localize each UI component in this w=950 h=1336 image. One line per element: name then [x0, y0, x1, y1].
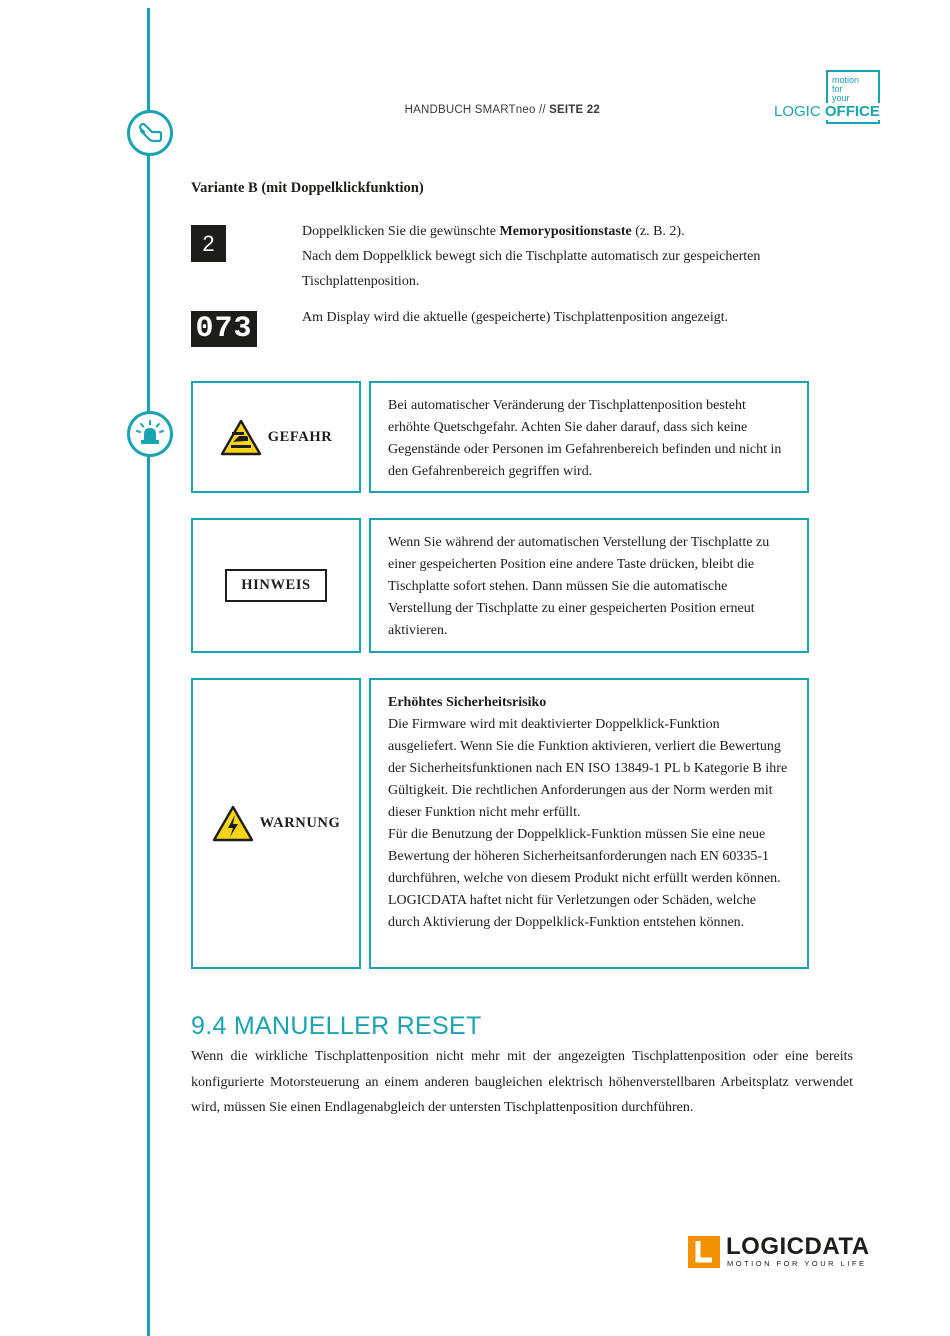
- logicdata-wordmark: LOGICDATA: [726, 1233, 870, 1260]
- section-heading: 9.4 MANUELLER RESET: [191, 1012, 482, 1040]
- electrical-hazard-warning-icon: [212, 805, 254, 842]
- warning-signal-word: WARNUNG: [259, 815, 341, 831]
- logo-tagline-line: motion: [832, 75, 860, 85]
- logicdata-logo: [688, 1233, 882, 1270]
- note-signal-word: HINWEIS: [225, 569, 326, 602]
- step-text-part: Doppelklicken Sie die gewünschte: [302, 224, 500, 239]
- variant-title: Variante B (mit Doppelklickfunktion): [191, 180, 424, 196]
- document-title: HANDBUCH SMARTneo //: [404, 104, 546, 116]
- warning-heading: Erhöhtes Sicherheitsrisiko: [388, 695, 547, 710]
- hand-press-icon: [127, 110, 173, 156]
- logic-office-logo: [774, 70, 882, 126]
- warning-label-cell: [191, 678, 361, 969]
- logo-word-logic: LOGIC: [774, 103, 821, 120]
- page-header: [360, 104, 600, 116]
- warning-text-cell: [369, 678, 809, 969]
- crush-hazard-warning-icon: [220, 419, 262, 456]
- logicdata-tagline: MOTION FOR YOUR LIFE: [727, 1259, 867, 1268]
- danger-label-cell: [191, 381, 361, 493]
- logo-tagline-line: for: [832, 84, 843, 94]
- step-text-bold: Memorypositionstaste: [499, 224, 632, 239]
- logo-word-office: OFFICE: [824, 103, 880, 120]
- timeline-line: [147, 8, 150, 1336]
- step-text-line: Nach dem Doppelklick bewegt sich die Tischplatte automatisch zur gespeicherten Tischplattenposition.: [302, 249, 761, 289]
- logo-tagline-line: your: [832, 93, 850, 103]
- display-readout: 073: [191, 311, 257, 347]
- note-label-cell: [191, 518, 361, 653]
- alarm-beacon-icon: [127, 411, 173, 457]
- danger-signal-word: GEFAHR: [267, 428, 333, 445]
- note-text-cell: [369, 518, 809, 653]
- step-doubleclick: [302, 219, 842, 294]
- danger-text-cell: [369, 381, 809, 493]
- page-number: SEITE 22: [549, 104, 600, 116]
- logicdata-mark-icon: [688, 1236, 720, 1268]
- step-text-part: (z. B. 2).: [631, 224, 685, 239]
- note-text: Wenn Sie während der automatischen Verstellung der Tischplatte zu einer gespeicherten Position eine andere Taste drücken, bleibt die Tischplatte sofort stehen. Dann müssen Sie die automatische Verstellung der Tischplatte zu einer gespeicherten Position erneut aktivieren.: [388, 535, 770, 638]
- logo-wordmark: [774, 103, 882, 120]
- warning-paragraph: Die Firmware wird mit deaktivierter Doppelklick-Funktion ausgeliefert. Wenn Sie die Funktion aktivieren, verliert die Bewertung der Sicherheitsfunktionen nach EN ISO 13849-1 PL b Kategorie B ihre Gültigkeit. Die rechtlichen Anforderungen aus der Norm werden mit dieser Funktion nicht mehr erfüllt.: [388, 717, 788, 820]
- section-body-text: Wenn die wirkliche Tischplattenposition nicht mehr mit der angezeigten Tischplattenposition oder eine bereits konfigurierte Motorsteuerung an einem anderen baugleichen elektrisch höhenverstellbaren Arbeitsplatz verwendet wird, müssen Sie einen Endlagenabgleich der untersten Tischplattenposition durchführen.: [191, 1049, 853, 1115]
- step-display: Am Display wird die aktuelle (gespeicherte) Tischplattenposition angezeigt.: [302, 310, 729, 325]
- danger-text: Bei automatischer Veränderung der Tischplattenposition besteht erhöhte Quetschgefahr. Achten Sie daher darauf, dass sich keine Gegenstände oder Personen im Gefahrenbereich befinden und nicht in den Gefahrenbereich gegriffen wird.: [388, 398, 782, 479]
- memory-key-icon: 2: [191, 225, 226, 262]
- warning-paragraph: Für die Benutzung der Doppelklick-Funktion müssen Sie eine neue Bewertung der höheren Sicherheitsanforderungen nach EN 60335-1 durchführen, welche von diesem Produkt nicht erfüllt werden können. LOGICDATA haftet nicht für Verletzungen oder Schäden, welche durch Aktivierung der Doppelklick-Funktion entstehen können.: [388, 827, 781, 930]
